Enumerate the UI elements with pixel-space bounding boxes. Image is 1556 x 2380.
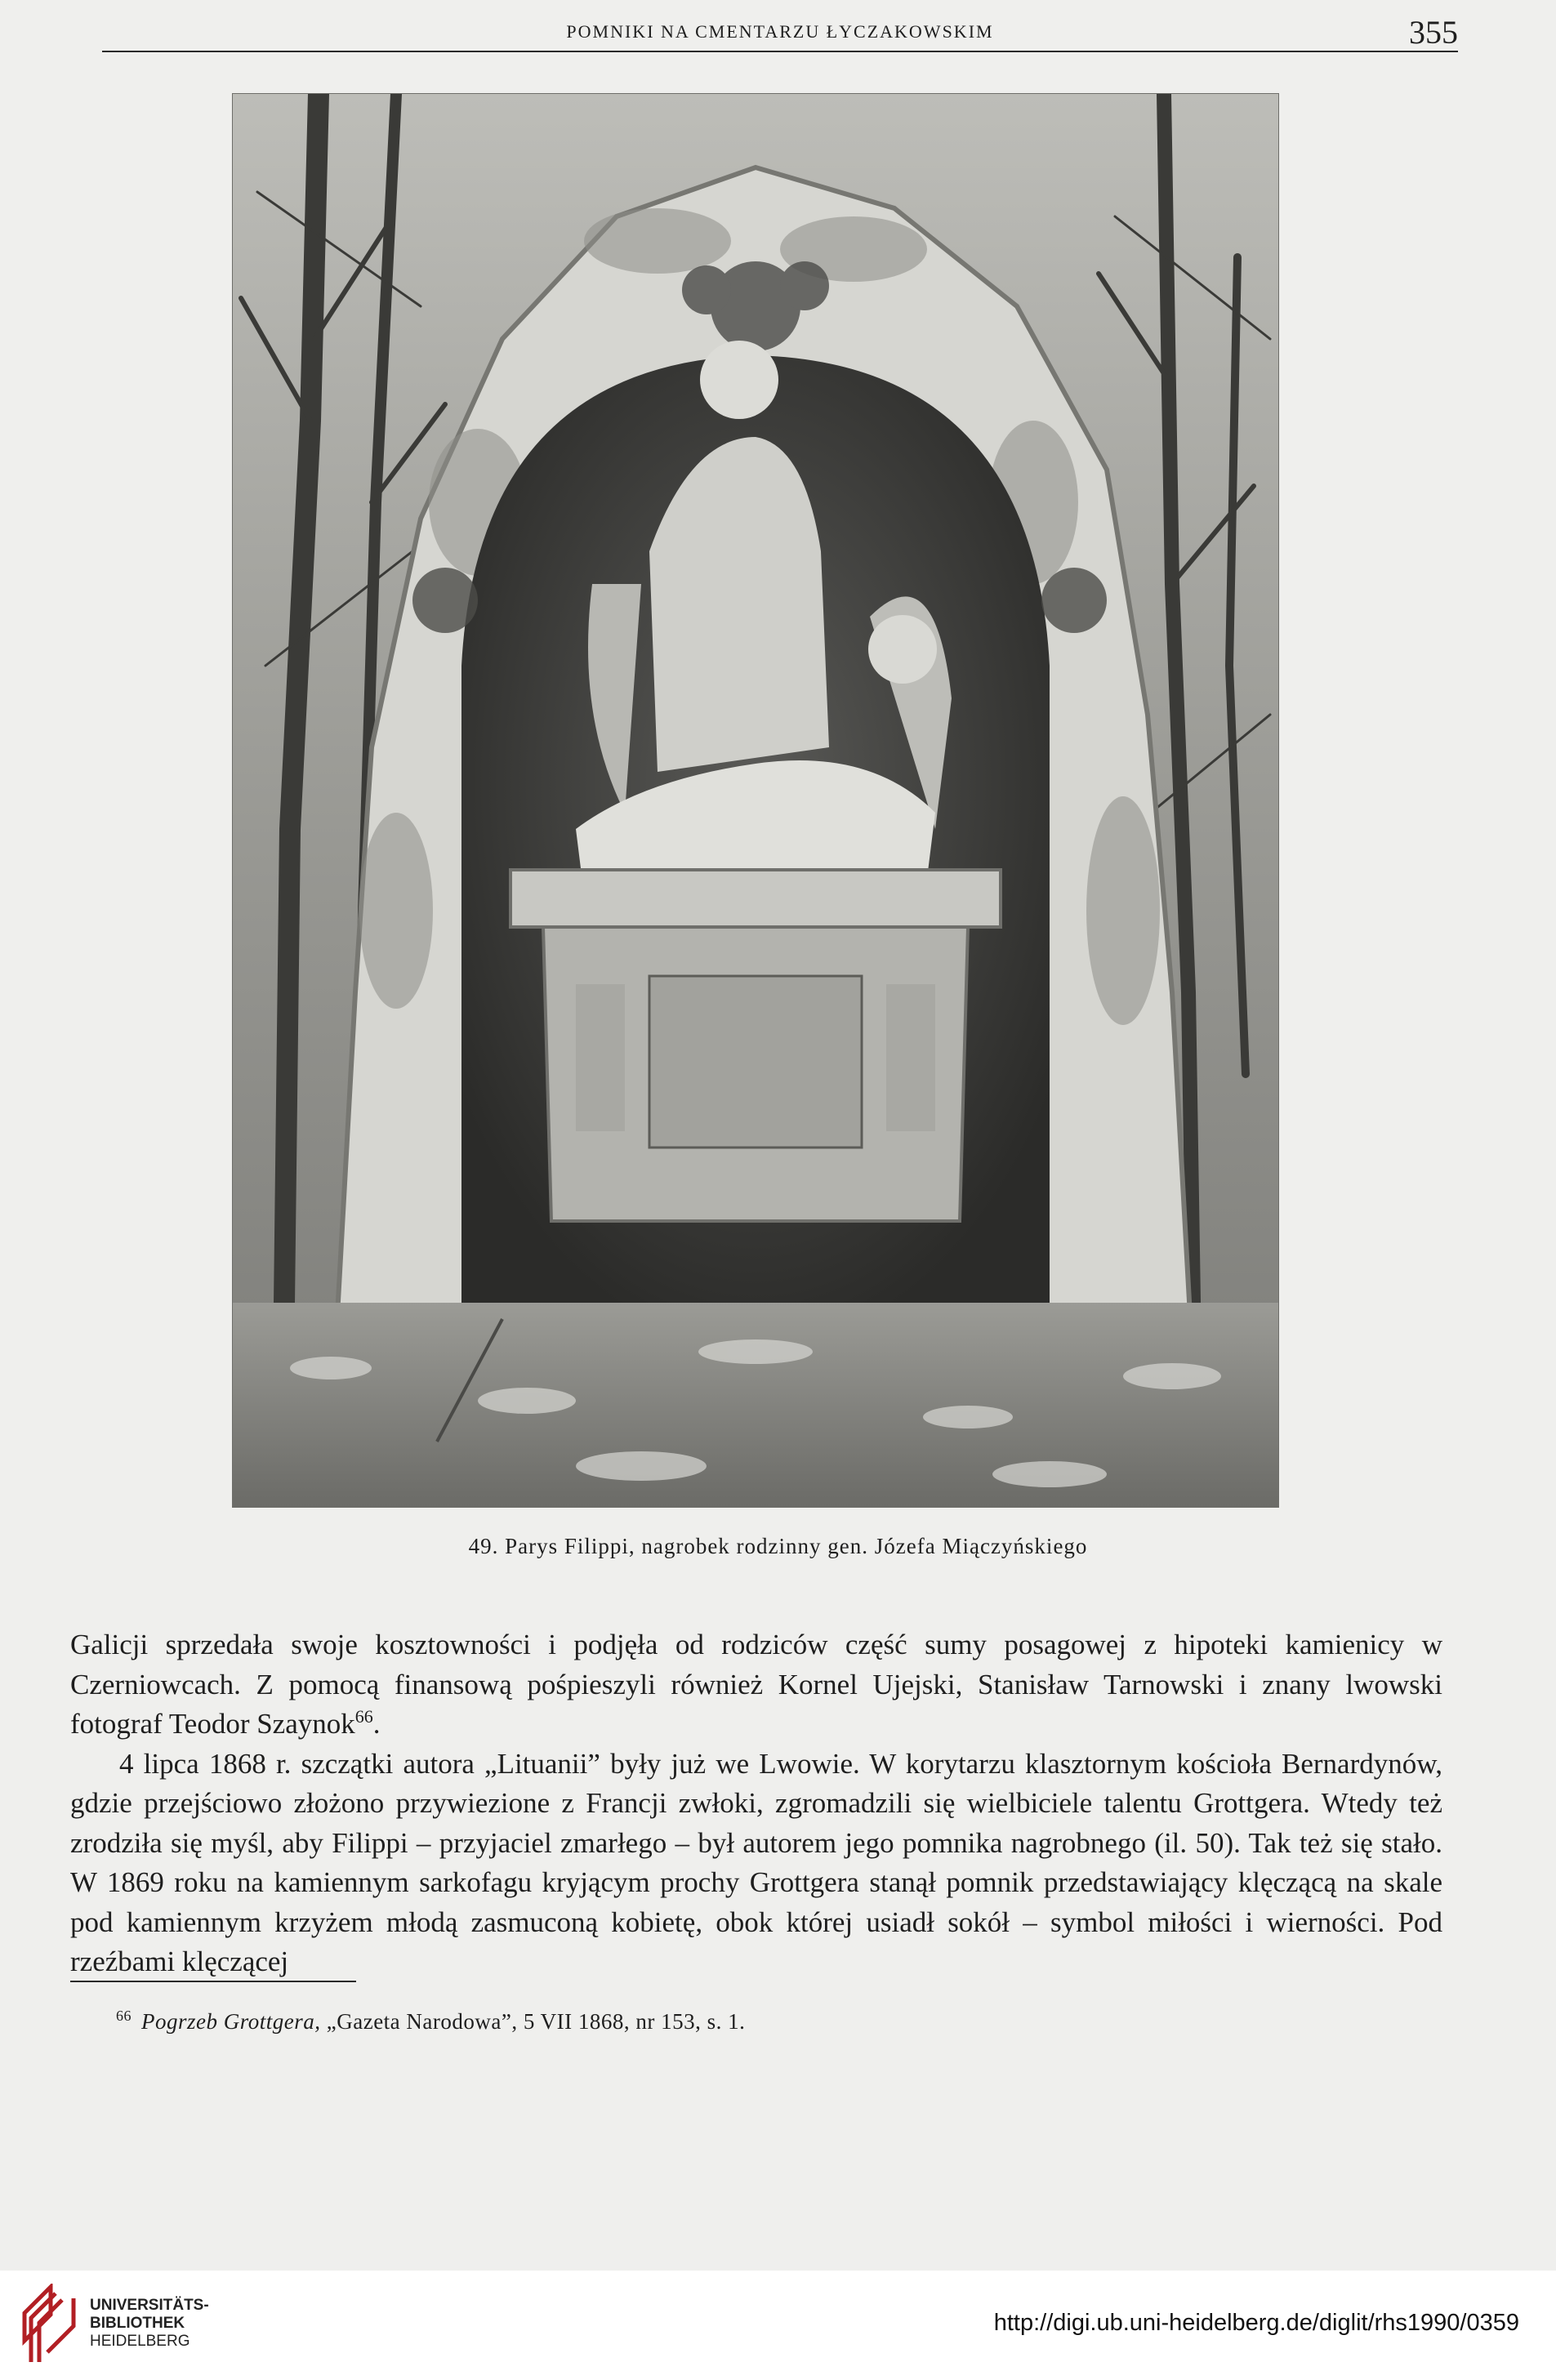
library-name-line3: HEIDELBERG: [90, 2333, 190, 2350]
ub-heidelberg-logo-icon[interactable]: [20, 2284, 80, 2365]
paragraph-1-text: Galicji sprzedała swoje kosztowności i podjęła od rodziców część sumy posagowej z hipoteki kamienicy w Czerniowcach. Z pomocą finansową pośpieszyli również Kornel Ujejski, Stanisław Tarnowski i znany lwowski fotograf Teodor Szaynok: [70, 1629, 1442, 1740]
tomb-photograph-image: [233, 94, 1278, 1507]
footnote-reference[interactable]: 66: [354, 1706, 373, 1727]
footnote-divider: [70, 1981, 356, 1982]
running-head: [102, 10, 1458, 52]
paragraph-1-end: .: [372, 1708, 381, 1740]
library-name-line2: BIBLIOTHEK: [90, 2315, 185, 2332]
page-number: 355: [1409, 14, 1458, 51]
footnote-title: Pogrzeb Grottgera,: [141, 2009, 321, 2034]
library-name: [90, 2297, 209, 2351]
body-text: [70, 1625, 1442, 1982]
footer-bar: [0, 2271, 1556, 2380]
footnote-number: 66: [116, 2008, 132, 2024]
library-name-line1: UNIVERSITÄTS-: [90, 2297, 209, 2314]
footnote-text: „Gazeta Narodowa”, 5 VII 1868, nr 153, s. 1.: [320, 2009, 746, 2034]
paragraph-1: [70, 1625, 1442, 1745]
running-title: POMNIKI NA CMENTARZU ŁYCZAKOWSKIM: [566, 21, 994, 42]
paragraph-2: 4 lipca 1868 r. szczątki autora „Lituanii” były już we Lwowie. W korytarzu klasztornym kościoła Bernardynów, gdzie przejściowo złożono przywiezione z Francji zwłoki, zgromadzili się wielbiciele talentu Grottgera. Wtedy też zrodziła się myśl, aby Filippi – przyjaciel zmarłego – był autorem jego pomnika nagrobnego (il. 50). Tak też się stało. W 1869 roku na kamiennym sarkofagu kryjącym prochy Grottgera stanął pomnik przedstawiający klęczącą na skale pod kamiennym krzyżem młodą zasmuconą kobietę, obok której usiadł sokół – symbol miłości i wierności. Pod rzeźbami klęczącej: [70, 1747, 1442, 1977]
figure-caption: 49. Parys Filippi, nagrobek rodzinny gen. Józefa Miączyńskiego: [468, 1534, 1088, 1558]
footnote: [116, 2009, 745, 2035]
source-url-link[interactable]: http://digi.ub.uni-heidelberg.de/diglit/rhs1990/0359: [993, 2310, 1519, 2336]
tomb-photograph: [233, 94, 1278, 1507]
